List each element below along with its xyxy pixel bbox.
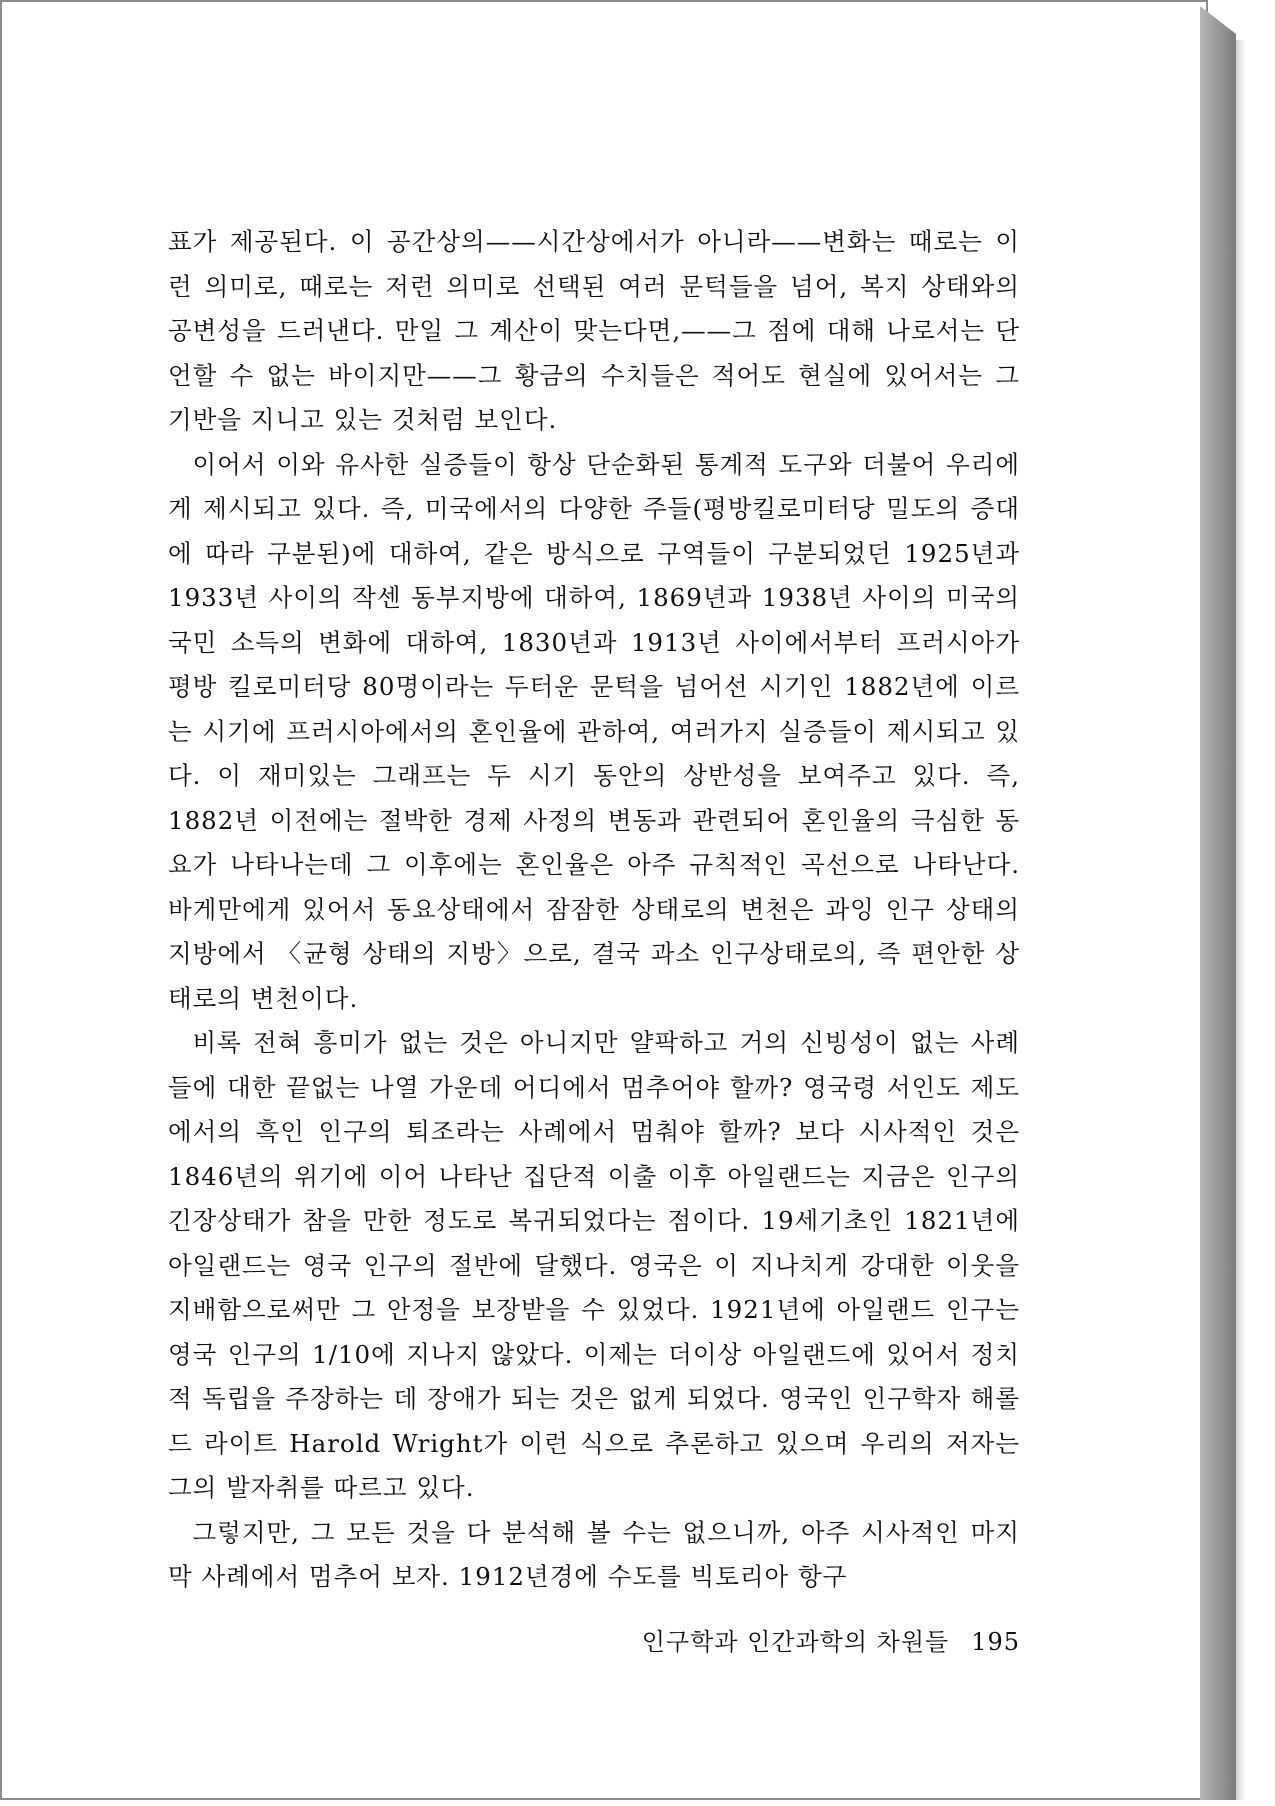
page-number: 195 bbox=[971, 1628, 1020, 1656]
paragraph-1: 표가 제공된다. 이 공간상의——시간상에서가 아니라——변화는 때로는 이런 의미로, 때로는 저런 의미로 선택된 여러 문턱들을 넘어, 복지 상태와의 공변성을 드러낸다. 만일 그 계산이 맞는다면,——그 점에 대해 나로서는 단언할 수 없는 바이지만——그 황금의 수치들은 적어도 현실에 있어서는 그 기반을 지니고 있는 것처럼 보인다. bbox=[168, 227, 1020, 434]
paragraph-2: 이어서 이와 유사한 실증들이 항상 단순화된 통계적 도구와 더불어 우리에게 제시되고 있다. 즉, 미국에서의 다양한 주들(평방킬로미터당 밀도의 증대에 따라 구분된)에 대하여, 같은 방식으로 구역들이 구분되었던 1925년과 1933년 사이의 작센 동부지방에 대하여, 1869년과 1938년 사이의 미국의 국민 소득의 변화에 대하여, 1830년과 1913년 사이에서부터 프러시아가 평방 킬로미터당 80명이라는 두터운 문턱을 넘어선 시기인 1882년에 이르는 시기에 프러시아에서의 혼인율에 관하여, 여러가지 실증들이 제시되고 있다. 이 재미있는 그래프는 두 시기 동안의 상반성을 보여주고 있다. 즉, 1882년 이전에는 절박한 경제 사정의 변동과 관련되어 혼인율의 극심한 동요가 나타나는데 그 이후에는 혼인율은 아주 규칙적인 곡선으로 나타난다. 바게만에게 있어서 동요상태에서 잠잠한 상태로의 변천은 과잉 인구 상태의 지방에서 〈균형 상태의 지방〉으로, 결국 과소 인구상태로의, 즉 편안한 상태로의 변천이다. bbox=[168, 449, 1020, 1013]
page-edge bbox=[1200, 6, 1236, 1800]
running-title: 인구학과 인간과학의 차원들 bbox=[641, 1628, 950, 1656]
page-footer bbox=[600, 1622, 1020, 1657]
paragraph-4: 그렇지만, 그 모든 것을 다 분석해 볼 수는 없으니까, 아주 시사적인 마지막 사례에서 멈추어 보자. 1912년경에 수도를 빅토리아 항구 bbox=[168, 1517, 1020, 1591]
paragraph-3: 비록 전혀 흥미가 없는 것은 아니지만 얄팍하고 거의 신빙성이 없는 사례들에 대한 끝없는 나열 가운데 어디에서 멈추어야 할까? 영국령 서인도 제도에서의 흑인 인구의 퇴조라는 사례에서 멈춰야 할까? 보다 시사적인 것은 1846년의 위기에 이어 나타난 집단적 이출 이후 아일랜드는 지금은 인구의 긴장상태가 참을 만한 정도로 복귀되었다는 점이다. 19세기초인 1821년에 아일랜드는 영국 인구의 절반에 달했다. 영국은 이 지나치게 강대한 이웃을 지배함으로써만 그 안정을 보장받을 수 있었다. 1921년에 아일랜드 인구는 영국 인구의 1/10에 지나지 않았다. 이제는 더이상 아일랜드에 있어서 정치적 독립을 주장하는 데 장애가 되는 것은 없게 되었다. 영국인 인구학자 해롤드 라이트 Harold Wright가 이런 식으로 추론하고 있으며 우리의 저자는 그의 발자취를 따르고 있다. bbox=[168, 1028, 1020, 1502]
body-text bbox=[168, 220, 1020, 1600]
page-shadow bbox=[1236, 40, 1246, 1800]
